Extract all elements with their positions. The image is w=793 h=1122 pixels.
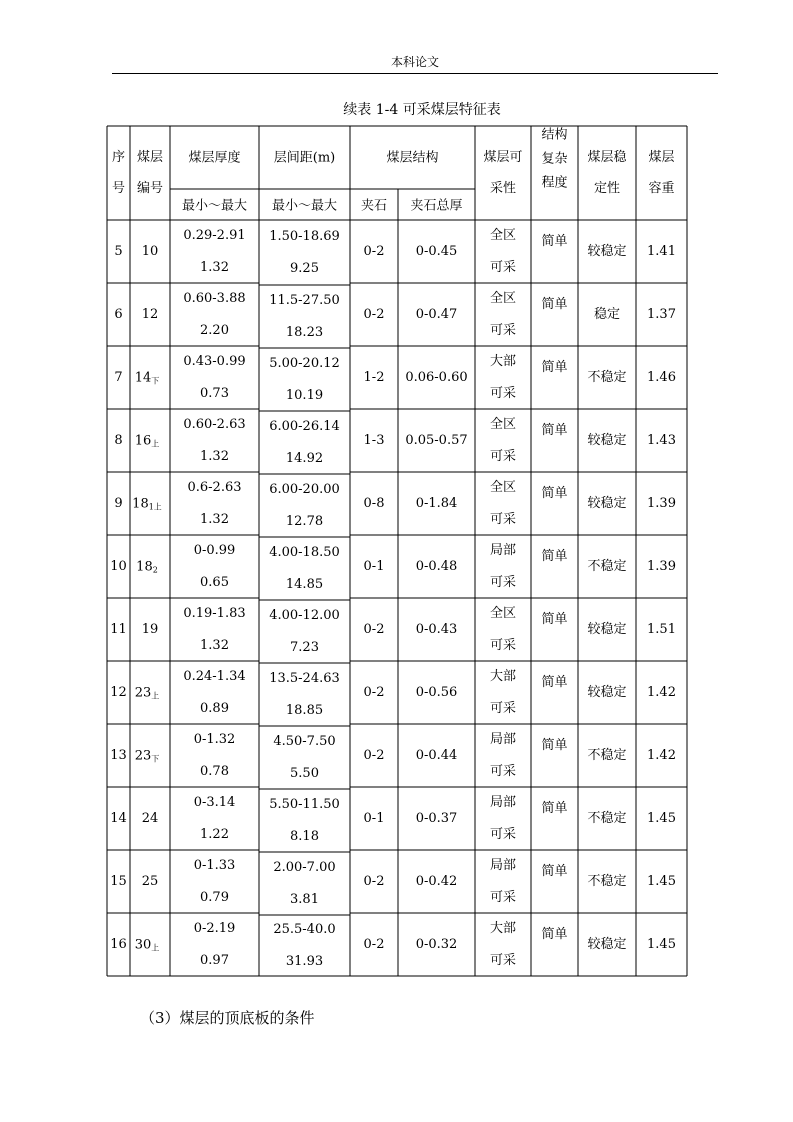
header-seq: 序: [111, 150, 126, 165]
cell-density: 1.45: [647, 874, 676, 889]
cell-seq: 8: [114, 433, 123, 448]
cell-thickness-avg: 0.97: [200, 953, 229, 968]
cell-density: 1.43: [647, 433, 676, 448]
cell-thickness-range: 0-1.33: [193, 858, 236, 873]
header-parting-total: 夹石总厚: [410, 198, 463, 214]
cell-parting-total: 0-0.56: [415, 685, 458, 700]
cell-parting-total: 0-0.44: [415, 748, 458, 763]
cell-parting: 0-2: [363, 874, 385, 889]
cell-thickness-range: 0-2.19: [193, 921, 236, 936]
cell-seam-main: 23: [134, 685, 152, 700]
cell-mineability: 可采: [489, 953, 517, 968]
cell-density: 1.41: [647, 244, 676, 259]
cell-seam-sub: 上: [151, 439, 160, 449]
cell-parting: 0-8: [363, 496, 385, 511]
cell-mineability: 可采: [489, 827, 517, 842]
cell-mineability: 全区: [489, 417, 517, 432]
header-density: 容重: [648, 181, 675, 196]
cell-stability: 不稳定: [587, 811, 627, 826]
cell-complexity: 简单: [541, 675, 568, 690]
cell-mineability: 大部: [489, 669, 517, 684]
cell-parting-total: 0-0.45: [415, 244, 458, 259]
cell-thickness-avg: 1.32: [200, 449, 229, 464]
cell-spacing-avg: 8.18: [290, 829, 319, 844]
cell-mineability: 可采: [489, 512, 517, 527]
cell-seam-main: 14: [134, 370, 152, 385]
cell-seam-main: 16: [134, 433, 152, 448]
cell-seam: [135, 685, 160, 701]
cell-density: 1.39: [647, 559, 676, 574]
cell-spacing-range: 25.5-40.0: [273, 922, 336, 937]
cell-seq: 15: [110, 874, 127, 889]
cell-mineability: 全区: [489, 291, 517, 306]
header-thickness-sub: 最小～最大: [181, 198, 248, 214]
cell-seam-main: 30: [134, 937, 152, 952]
cell-seam: 12: [141, 307, 159, 322]
cell-stability: 稳定: [593, 307, 621, 322]
cell-parting-total: 0.05-0.57: [405, 433, 468, 448]
cell-spacing-range: 4.50-7.50: [273, 734, 336, 749]
cell-seq: 7: [114, 370, 123, 385]
cell-seam: 19: [141, 622, 159, 637]
cell-thickness-range: 0-3.14: [193, 795, 236, 810]
cell-spacing-range: 4.00-18.50: [269, 545, 340, 560]
cell-mineability: 可采: [489, 701, 517, 716]
cell-complexity: 简单: [541, 738, 568, 753]
cell-seam: 10: [141, 244, 159, 259]
cell-thickness-avg: 0.65: [200, 575, 229, 590]
cell-thickness-range: 0-0.99: [193, 543, 236, 558]
cell-seam-main: 18: [132, 496, 149, 511]
cell-parting: 0-2: [363, 622, 385, 637]
cell-seam-main: 23: [134, 748, 152, 763]
cell-mineability: 可采: [489, 323, 517, 338]
cell-thickness-range: 0.6-2.63: [187, 480, 242, 495]
cell-spacing-avg: 18.23: [285, 325, 324, 340]
cell-complexity: 简单: [541, 612, 568, 627]
cell-stability: 较稳定: [587, 244, 627, 259]
cell-seam-sub: 上: [151, 691, 160, 701]
cell-spacing-avg: 7.23: [290, 640, 319, 655]
cell-seq: 13: [110, 748, 127, 763]
cell-mineability: 局部: [489, 543, 517, 558]
header-spacing: 层间距(m): [273, 150, 336, 166]
cell-stability: 较稳定: [587, 433, 627, 448]
cell-complexity: 简单: [541, 486, 568, 501]
cell-mineability: 可采: [489, 638, 517, 653]
cell-parting: 0-2: [363, 307, 385, 322]
cell-thickness-range: 0.19-1.83: [183, 606, 246, 621]
cell-parting-total: 0-0.48: [415, 559, 458, 574]
cell-spacing-avg: 3.81: [290, 892, 319, 907]
cell-parting-total: 0-1.84: [415, 496, 458, 511]
cell-seam-main: 18: [136, 559, 153, 574]
header-seam-no: 煤层: [136, 150, 164, 165]
cell-seam: [135, 748, 160, 764]
cell-spacing-range: 2.00-7.00: [273, 860, 336, 875]
cell-spacing-range: 1.50-18.69: [269, 229, 340, 244]
cell-spacing-range: 11.5-27.50: [269, 293, 340, 308]
cell-stability: 较稳定: [587, 937, 627, 952]
cell-seq: 9: [114, 496, 123, 511]
cell-thickness-avg: 2.20: [200, 323, 229, 338]
cell-mineability: 全区: [489, 228, 517, 243]
cell-spacing-avg: 12.78: [285, 514, 324, 529]
cell-thickness-range: 0.24-1.34: [183, 669, 246, 684]
cell-seam: [135, 370, 160, 386]
cell-thickness-avg: 0.73: [200, 386, 229, 401]
cell-spacing-avg: 5.50: [290, 766, 319, 781]
cell-mineability: 可采: [489, 575, 517, 590]
cell-parting-total: 0-0.42: [415, 874, 458, 889]
header-parting: 夹石: [360, 198, 388, 214]
header-complexity: 结构: [541, 127, 568, 143]
cell-complexity: 简单: [541, 297, 568, 312]
cell-seam: [136, 559, 158, 575]
section-heading: （3）煤层的顶底板的条件: [140, 1009, 315, 1027]
cell-spacing-avg: 9.25: [290, 261, 319, 276]
cell-spacing-avg: 14.92: [285, 451, 324, 466]
header-stability: 定性: [593, 181, 621, 196]
cell-density: 1.42: [647, 685, 676, 700]
cell-mineability: 局部: [489, 858, 517, 873]
cell-spacing-avg: 10.19: [285, 388, 324, 403]
header-seam-no: 编号: [136, 181, 164, 196]
cell-thickness-range: 0.29-2.91: [183, 228, 246, 243]
cell-spacing-range: 4.00-12.00: [269, 608, 340, 623]
cell-stability: 不稳定: [587, 370, 627, 385]
cell-seam: [135, 937, 160, 953]
cell-mineability: 大部: [489, 921, 517, 936]
cell-spacing-range: 6.00-20.00: [269, 482, 340, 497]
cell-parting: 0-1: [363, 559, 385, 574]
cell-seam: [132, 496, 162, 512]
cell-complexity: 简单: [541, 927, 568, 942]
cell-mineability: 可采: [489, 890, 517, 905]
header-structure: 煤层结构: [386, 150, 439, 166]
cell-density: 1.37: [647, 307, 676, 322]
cell-complexity: 简单: [541, 549, 568, 564]
cell-density: 1.46: [647, 370, 676, 385]
header-density: 煤层: [648, 150, 675, 165]
cell-stability: 不稳定: [587, 748, 627, 763]
header-mineability: 采性: [489, 181, 517, 196]
header-complexity: 程度: [541, 175, 568, 191]
cell-complexity: 简单: [541, 801, 568, 816]
cell-parting: 1-2: [363, 370, 385, 385]
cell-seq: 11: [110, 622, 127, 637]
cell-spacing-avg: 31.93: [285, 954, 324, 969]
cell-seam-sub: 1上: [148, 502, 162, 512]
cell-seam: 25: [141, 874, 159, 889]
cell-seq: 16: [110, 937, 127, 952]
cell-parting-total: 0-0.43: [415, 622, 458, 637]
cell-thickness-avg: 1.32: [200, 638, 229, 653]
page-header: 本科论文: [390, 55, 439, 69]
cell-mineability: 可采: [489, 386, 517, 401]
cell-mineability: 可采: [489, 260, 517, 275]
cell-seq: 10: [110, 559, 127, 574]
cell-mineability: 局部: [489, 732, 517, 747]
cell-thickness-avg: 1.32: [200, 260, 229, 275]
cell-parting-total: 0-0.47: [415, 307, 458, 322]
cell-parting: 0-2: [363, 748, 385, 763]
cell-mineability: 可采: [489, 764, 517, 779]
cell-seq: 6: [114, 307, 123, 322]
cell-parting: 1-3: [363, 433, 385, 448]
cell-complexity: 简单: [541, 864, 568, 879]
cell-stability: 不稳定: [587, 874, 627, 889]
cell-parting-total: 0-0.32: [415, 937, 458, 952]
table-caption: 续表 1-4 可采煤层特征表: [343, 102, 501, 118]
header-mineability: 煤层可: [483, 150, 523, 165]
cell-thickness-range: 0-1.32: [193, 732, 236, 747]
header-complexity: 复杂: [541, 151, 568, 167]
cell-density: 1.45: [647, 937, 676, 952]
cell-spacing-avg: 14.85: [285, 577, 324, 592]
cell-thickness-avg: 0.79: [200, 890, 229, 905]
cell-seam-sub: 上: [151, 943, 160, 953]
cell-seq: 14: [110, 811, 127, 826]
header-stability: 煤层稳: [587, 150, 627, 165]
cell-complexity: 简单: [541, 234, 568, 249]
cell-density: 1.42: [647, 748, 676, 763]
cell-parting-total: 0.06-0.60: [405, 370, 468, 385]
cell-mineability: 大部: [489, 354, 517, 369]
cell-thickness-avg: 1.22: [200, 827, 229, 842]
cell-thickness-range: 0.43-0.99: [183, 354, 246, 369]
cell-stability: 较稳定: [587, 622, 627, 637]
cell-density: 1.45: [647, 811, 676, 826]
cell-spacing-range: 5.50-11.50: [269, 797, 340, 812]
cell-parting: 0-2: [363, 937, 385, 952]
cell-stability: 不稳定: [587, 559, 627, 574]
cell-thickness-range: 0.60-2.63: [183, 417, 246, 432]
cell-parting: 0-1: [363, 811, 385, 826]
cell-spacing-avg: 18.85: [285, 703, 324, 718]
cell-spacing-range: 6.00-26.14: [269, 419, 340, 434]
cell-seam: [135, 433, 160, 449]
cell-thickness-avg: 0.78: [200, 764, 229, 779]
cell-stability: 较稳定: [587, 685, 627, 700]
cell-seam-sub: 2: [152, 565, 158, 575]
cell-seam-sub: 下: [151, 376, 160, 386]
header-thickness: 煤层厚度: [188, 150, 241, 166]
cell-density: 1.39: [647, 496, 676, 511]
cell-thickness-avg: 0.89: [200, 701, 229, 716]
cell-mineability: 局部: [489, 795, 517, 810]
header-spacing-sub: 最小～最大: [271, 198, 338, 214]
header-seq: 号: [111, 181, 126, 196]
cell-mineability: 全区: [489, 606, 517, 621]
cell-thickness-avg: 1.32: [200, 512, 229, 527]
cell-mineability: 全区: [489, 480, 517, 495]
cell-spacing-range: 13.5-24.63: [269, 671, 340, 686]
cell-seam-sub: 下: [151, 754, 160, 764]
cell-stability: 较稳定: [587, 496, 627, 511]
cell-complexity: 简单: [541, 360, 568, 375]
cell-seam: 24: [141, 811, 159, 826]
cell-complexity: 简单: [541, 423, 568, 438]
cell-seq: 12: [110, 685, 127, 700]
cell-spacing-range: 5.00-20.12: [269, 356, 340, 371]
cell-mineability: 可采: [489, 449, 517, 464]
cell-density: 1.51: [647, 622, 676, 637]
cell-parting: 0-2: [363, 244, 385, 259]
cell-seq: 5: [114, 244, 123, 259]
cell-parting-total: 0-0.37: [415, 811, 458, 826]
cell-parting: 0-2: [363, 685, 385, 700]
cell-thickness-range: 0.60-3.88: [183, 291, 246, 306]
